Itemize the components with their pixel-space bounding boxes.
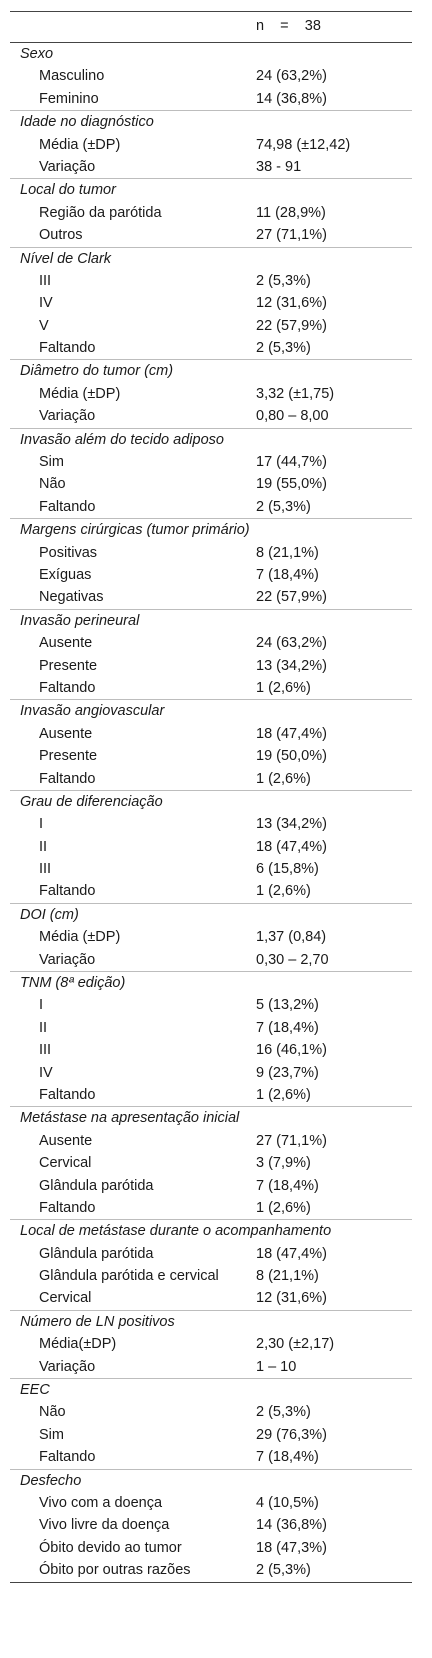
- category-heading: Local do tumor: [20, 182, 116, 199]
- category-heading: Invasão perineural: [20, 612, 140, 629]
- row-value: 1 (2,6%): [256, 1086, 311, 1103]
- table-row: [10, 451, 412, 473]
- variable-group: [10, 43, 412, 110]
- category-heading: DOI (cm): [20, 906, 79, 923]
- category-heading: Local de metástase durante o acompanhamento: [20, 1223, 332, 1240]
- row-label: Variação: [39, 408, 96, 425]
- row-value: 12 (31,6%): [256, 295, 327, 312]
- row-label: Outros: [39, 227, 83, 244]
- variable-group: [10, 518, 412, 609]
- table-row: [10, 723, 412, 745]
- row-label: Feminino: [39, 90, 99, 107]
- row-label: Glândula parótida: [39, 1177, 154, 1194]
- row-label: Faltando: [39, 1199, 96, 1216]
- table-body: [10, 43, 412, 1582]
- row-value: 18 (47,3%): [256, 1539, 327, 1556]
- row-value: 17 (44,7%): [256, 454, 327, 471]
- row-value: 18 (47,4%): [256, 1245, 327, 1262]
- variable-group: [10, 1219, 412, 1310]
- table-row: [10, 473, 412, 495]
- row-label: II: [39, 838, 48, 855]
- variable-group: [10, 790, 412, 903]
- category-heading: Diâmetro do tumor (cm): [20, 363, 174, 380]
- table-row: [10, 564, 412, 586]
- row-value: 27 (71,1%): [256, 1132, 327, 1149]
- table-row: [10, 134, 412, 156]
- table-row: [10, 405, 412, 427]
- table-row: [10, 880, 412, 902]
- row-value: 24 (63,2%): [256, 68, 327, 85]
- row-value: 6 (15,8%): [256, 861, 319, 878]
- table-row: [10, 202, 412, 224]
- row-value: 2 (5,3%): [256, 498, 311, 515]
- row-label: Ausente: [39, 635, 93, 652]
- row-value: 5 (13,2%): [256, 997, 319, 1014]
- row-value: 1 (2,6%): [256, 770, 311, 787]
- row-value: 27 (71,1%): [256, 227, 327, 244]
- variable-group: [10, 247, 412, 360]
- row-value: 8 (21,1%): [256, 1268, 319, 1285]
- row-label: Não: [39, 476, 66, 493]
- variable-group: [10, 609, 412, 700]
- row-label: II: [39, 1019, 48, 1036]
- row-value: 7 (18,4%): [256, 1177, 319, 1194]
- row-label: Região da parótida: [39, 204, 162, 221]
- category-heading: Nível de Clark: [20, 250, 112, 267]
- table-row: [10, 496, 412, 518]
- row-label: Faltando: [39, 770, 96, 787]
- row-label: Faltando: [39, 1086, 96, 1103]
- row-value: 9 (23,7%): [256, 1064, 319, 1081]
- row-label: Glândula parótida: [39, 1245, 154, 1262]
- table-row: [10, 586, 412, 608]
- category-heading: Invasão angiovascular: [20, 703, 165, 720]
- row-value: 13 (34,2%): [256, 816, 327, 833]
- table-row: [10, 1287, 412, 1309]
- row-label: Glândula parótida e cervical: [39, 1268, 219, 1285]
- row-value: 0,30 – 2,70: [256, 951, 329, 968]
- table-row: [10, 383, 412, 405]
- row-value: 19 (50,0%): [256, 748, 327, 765]
- table-row: [10, 224, 412, 246]
- table-row: [10, 949, 412, 971]
- row-label: III: [39, 861, 52, 878]
- row-value: 16 (46,1%): [256, 1042, 327, 1059]
- table-row: [10, 677, 412, 699]
- row-label: Ausente: [39, 1132, 93, 1149]
- row-label: Positivas: [39, 544, 98, 561]
- row-label: Variação: [39, 951, 96, 968]
- table-row: [10, 926, 412, 948]
- table-row: [10, 858, 412, 880]
- table-row: [10, 768, 412, 790]
- row-label: Óbito por outras razões: [39, 1562, 191, 1579]
- table-row: [10, 1492, 412, 1514]
- row-label: III: [39, 1042, 52, 1059]
- table-row: [10, 813, 412, 835]
- row-label: Ausente: [39, 725, 93, 742]
- row-value: 18 (47,4%): [256, 838, 327, 855]
- row-value: 13 (34,2%): [256, 657, 327, 674]
- table-row: [10, 1084, 412, 1106]
- variable-group: [10, 359, 412, 427]
- table-row: [10, 632, 412, 654]
- category-heading: Idade no diagnóstico: [20, 114, 154, 131]
- row-label: Faltando: [39, 1449, 96, 1466]
- variable-group: [10, 699, 412, 790]
- variable-group: [10, 1106, 412, 1219]
- row-value: 24 (63,2%): [256, 635, 327, 652]
- table-row: [10, 1424, 412, 1446]
- table-row: [10, 542, 412, 564]
- row-value: 38 - 91: [256, 158, 302, 175]
- characteristics-table: [10, 11, 412, 1583]
- row-label: I: [39, 997, 44, 1014]
- row-label: Presente: [39, 657, 98, 674]
- table-row: [10, 88, 412, 110]
- table-row: [10, 836, 412, 858]
- row-value: 22 (57,9%): [256, 317, 327, 334]
- table-row: [10, 1152, 412, 1174]
- variable-group: [10, 971, 412, 1106]
- row-value: 2 (5,3%): [256, 1562, 311, 1579]
- table-row: [10, 1039, 412, 1061]
- row-label: Vivo livre da doença: [39, 1517, 170, 1534]
- row-label: Média (±DP): [39, 929, 121, 946]
- row-value: 1,37 (0,84): [256, 929, 327, 946]
- table-row: [10, 1559, 412, 1581]
- row-value: 3 (7,9%): [256, 1155, 311, 1172]
- row-label: Faltando: [39, 340, 96, 357]
- row-value: 7 (18,4%): [256, 1449, 319, 1466]
- row-label: Presente: [39, 748, 98, 765]
- row-label: Exíguas: [39, 566, 92, 583]
- table-row: [10, 1062, 412, 1084]
- row-label: Faltando: [39, 498, 96, 515]
- table-row: [10, 1243, 412, 1265]
- row-value: 0,80 – 8,00: [256, 408, 329, 425]
- category-heading: Número de LN positivos: [20, 1313, 175, 1330]
- category-heading: Sexo: [20, 46, 54, 62]
- row-value: 29 (76,3%): [256, 1426, 327, 1443]
- variable-group: [10, 1378, 412, 1469]
- row-label: Negativas: [39, 589, 104, 606]
- row-label: III: [39, 272, 52, 289]
- row-value: 19 (55,0%): [256, 476, 327, 493]
- table-row: [10, 1197, 412, 1219]
- row-label: Faltando: [39, 883, 96, 900]
- row-label: IV: [39, 295, 53, 312]
- row-value: 11 (28,9%): [256, 204, 326, 221]
- table-row: [10, 156, 412, 178]
- row-label: Masculino: [39, 68, 105, 85]
- row-value: 8 (21,1%): [256, 544, 319, 561]
- sample-size-label: n = 38: [256, 18, 321, 34]
- row-label: V: [39, 317, 49, 334]
- row-value: 1 (2,6%): [256, 883, 311, 900]
- row-value: 12 (31,6%): [256, 1290, 327, 1307]
- row-value: 2,30 (±2,17): [256, 1336, 335, 1353]
- table-row: [10, 270, 412, 292]
- row-label: Sim: [39, 454, 64, 471]
- variable-group: [10, 903, 412, 971]
- table-row: [10, 1356, 412, 1378]
- variable-group: [10, 110, 412, 178]
- table-row: [10, 1446, 412, 1468]
- table-row: [10, 1175, 412, 1197]
- row-label: Sim: [39, 1426, 64, 1443]
- table-row: [10, 745, 412, 767]
- row-label: Variação: [39, 158, 96, 175]
- variable-group: [10, 428, 412, 519]
- row-value: 74,98 (±12,42): [256, 136, 351, 153]
- row-value: 2 (5,3%): [256, 340, 311, 357]
- row-label: Variação: [39, 1358, 96, 1375]
- row-value: 3,32 (±1,75): [256, 385, 335, 402]
- table-row: [10, 292, 412, 314]
- row-value: 1 (2,6%): [256, 679, 311, 696]
- table-row: [10, 1401, 412, 1423]
- table-row: [10, 994, 412, 1016]
- row-value: 18 (47,4%): [256, 725, 327, 742]
- table-row: [10, 315, 412, 337]
- row-label: IV: [39, 1064, 53, 1081]
- row-label: Faltando: [39, 679, 96, 696]
- category-heading: Desfecho: [20, 1472, 82, 1489]
- row-value: 2 (5,3%): [256, 1404, 311, 1421]
- table-row: [10, 65, 412, 87]
- row-value: 14 (36,8%): [256, 90, 327, 107]
- category-heading: EEC: [20, 1382, 50, 1399]
- row-label: Cervical: [39, 1155, 92, 1172]
- variable-group: [10, 1469, 412, 1582]
- table-row: [10, 1017, 412, 1039]
- table-row: [10, 1265, 412, 1287]
- category-heading: Metástase na apresentação inicial: [20, 1110, 240, 1127]
- row-value: 7 (18,4%): [256, 566, 319, 583]
- row-value: 4 (10,5%): [256, 1495, 319, 1511]
- variable-group: [10, 178, 412, 246]
- row-value: 14 (36,8%): [256, 1517, 327, 1534]
- row-value: 2 (5,3%): [256, 272, 311, 289]
- table-row: [10, 1130, 412, 1152]
- row-label: Cervical: [39, 1290, 92, 1307]
- row-value: 7 (18,4%): [256, 1019, 319, 1036]
- table-row: [10, 655, 412, 677]
- row-value: 22 (57,9%): [256, 589, 327, 606]
- table-row: [10, 337, 412, 359]
- table-row: [10, 1514, 412, 1536]
- row-label: Média(±DP): [39, 1336, 117, 1353]
- row-label: Média (±DP): [39, 136, 121, 153]
- table-header: [10, 12, 412, 43]
- variable-group: [10, 1310, 412, 1378]
- row-label: I: [39, 816, 44, 833]
- table-row: [10, 1333, 412, 1355]
- row-label: Vivo com a doença: [39, 1495, 163, 1511]
- category-heading: TNM (8ª edição): [20, 975, 126, 992]
- row-label: Não: [39, 1404, 66, 1421]
- row-label: Óbito devido ao tumor: [39, 1539, 182, 1556]
- category-heading: Margens cirúrgicas (tumor primário): [20, 522, 250, 539]
- row-value: 1 – 10: [256, 1358, 297, 1375]
- category-heading: Invasão além do tecido adiposo: [20, 431, 224, 448]
- row-value: 1 (2,6%): [256, 1199, 311, 1216]
- category-heading: Grau de diferenciação: [20, 793, 163, 810]
- table-row: [10, 1537, 412, 1559]
- row-label: Média (±DP): [39, 385, 121, 402]
